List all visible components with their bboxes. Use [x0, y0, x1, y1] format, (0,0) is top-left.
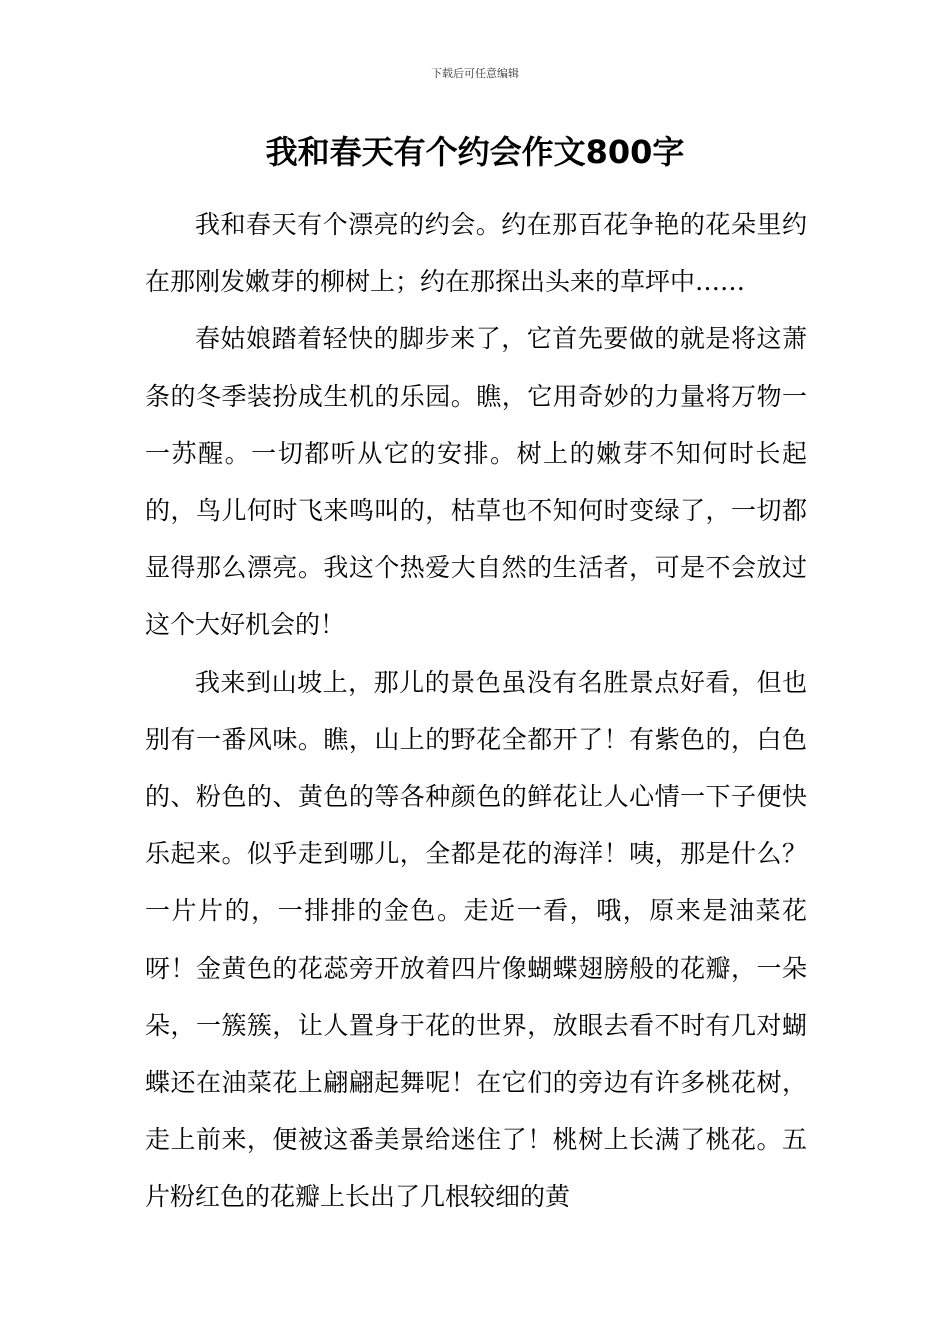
document-body: [145, 196, 807, 1226]
header-note: 下载后可任意编辑: [431, 67, 519, 80]
paragraph: 我和春天有个漂亮的约会。约在那百花争艳的花朵里约在那刚发嫩芽的柳树上；约在那探出头来的草坪中……: [145, 210, 807, 297]
paragraph: 我来到山坡上，那儿的景色虽没有名胜景点好看，但也别有一番风味。瞧，山上的野花全都开了！有紫色的，白色的、粉色的、黄色的等各种颜色的鲜花让人心情一下子便快乐起来。似乎走到哪儿，全都是花的海洋！咦，那是什么？一片片的，一排排的金色。走近一看，哦，原来是油菜花呀！金黄色的花蕊旁开放着四片像蝴蝶翅膀般的花瓣，一朵朵，一簇簇，让人置身于花的世界，放眼去看不时有几对蝴蝶还在油菜花上翩翩起舞呢！在它们的旁边有许多桃花树，走上前来，便被这番美景给迷住了！桃树上长满了桃花。五片粉红色的花瓣上长出了几根较细的黄: [145, 667, 807, 1212]
document-title: 我和春天有个约会作文800字: [265, 133, 685, 171]
paragraph: 春姑娘踏着轻快的脚步来了，它首先要做的就是将这萧条的冬季装扮成生机的乐园。瞧，它用奇妙的力量将万物一一苏醒。一切都听从它的安排。树上的嫩芽不知何时长起的，鸟儿何时飞来鸣叫的，枯草也不知何时变绿了，一切都显得那么漂亮。我这个热爱大自然的生活者，可是不会放过这个大好机会的！: [145, 324, 807, 640]
